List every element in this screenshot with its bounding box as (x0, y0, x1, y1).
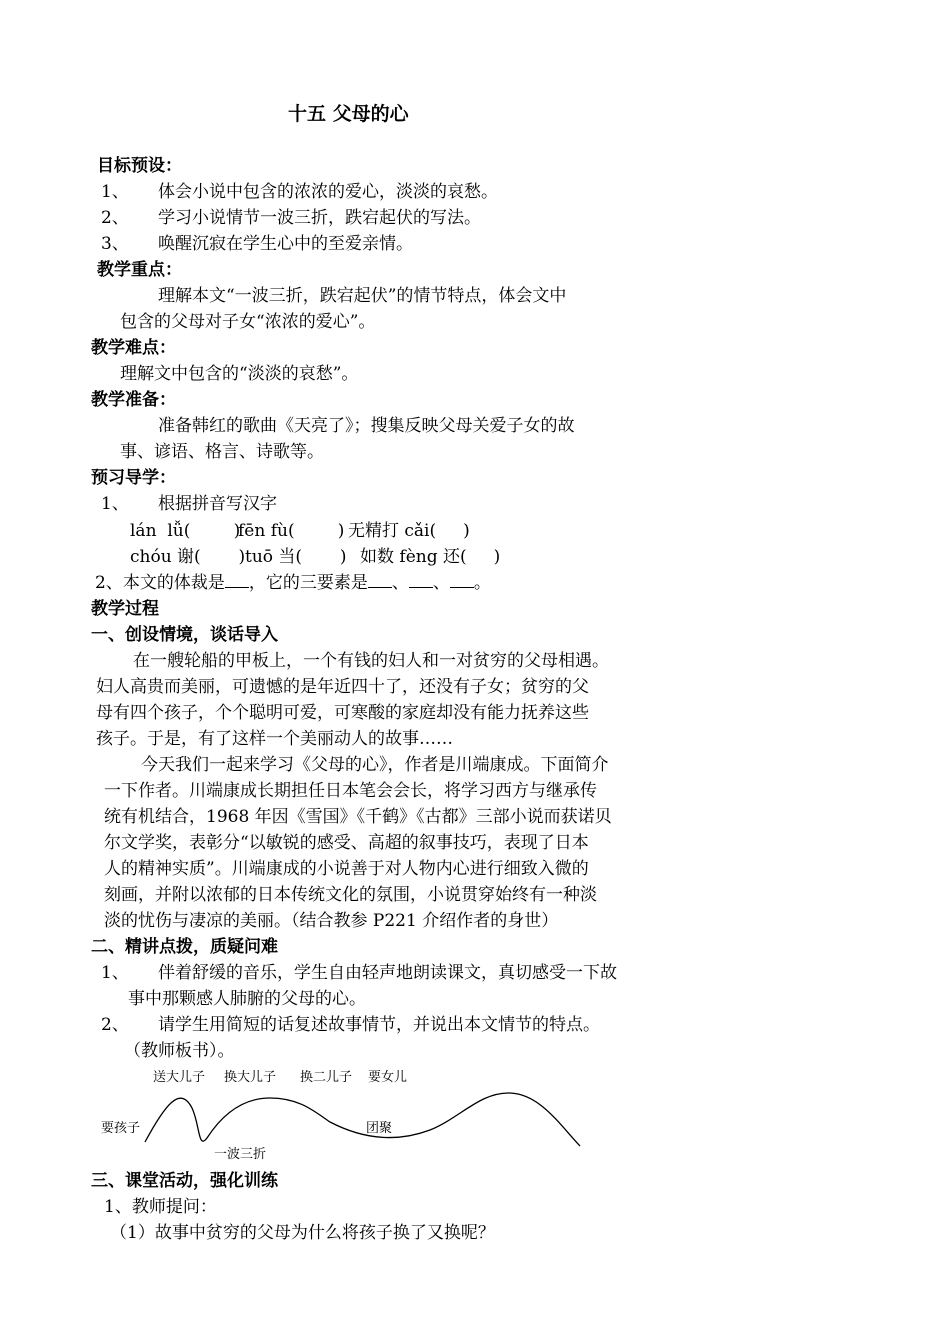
s1-p2-line-1: 今天我们一起来学习《父母的心》，作者是川端康成。下面简介 (141, 755, 609, 775)
goal-3-text: 唤醒沉寂在学生心中的至爱亲情。 (158, 234, 413, 254)
item2-sep-2: 、 (432, 573, 450, 593)
preview-item-2 (95, 571, 491, 595)
item2-end: 。 (473, 573, 491, 593)
s2-item-2-line-2: （教师板书）。 (124, 1041, 235, 1061)
item2-part-a: 2、本文的体裁是 (95, 573, 225, 593)
key-line-2: 包含的父母对子女“浓浓的爱心”。 (120, 312, 376, 332)
s2-item-2-line-1: 请学生用简短的话复述故事情节，并说出本文情节的特点。 (158, 1015, 600, 1035)
key-line-1: 理解本文“一波三折，跌宕起伏”的情节特点，体会文中 (158, 286, 567, 306)
item2-part-b: ，它的三要素是 (248, 573, 368, 593)
goal-1-text: 体会小说中包含的浓浓的爱心，淡淡的哀愁。 (158, 182, 498, 202)
goal-2-num: 2、 (101, 208, 129, 228)
section-3-heading: 三、课堂活动，强化训练 (91, 1171, 278, 1191)
s1-p1-line-1: 在一艘轮船的甲板上，一个有钱的妇人和一对贫穷的父母相遇。 (133, 651, 609, 671)
section-2-heading: 二、精讲点拨，质疑问难 (91, 937, 278, 957)
prep-line-2: 事、谚语、格言、诗歌等。 (120, 442, 324, 462)
prep-heading: 教学准备： (91, 390, 176, 410)
s1-p2-line-5: 人的精神实质”。川端康成的小说善于对人物内心进行细致入微的 (104, 859, 589, 879)
goal-3-num: 3、 (101, 234, 129, 254)
s1-p1-line-2: 妇人高贵而美丽，可遗憾的是年近四十了，还没有子女；贫穷的父 (96, 677, 589, 697)
pinyin-2-2: tuō 当( ) (245, 547, 347, 567)
s1-p1-line-4: 孩子。于是，有了这样一个美丽动人的故事…… (96, 729, 453, 749)
prep-line-1: 准备韩红的歌曲《天亮了》；搜集反映父母关爱子女的故 (158, 416, 575, 436)
diagram-mid-label: 团聚 (366, 1121, 393, 1136)
diagram-label-3: 换二儿子 (300, 1070, 353, 1085)
blank-genre[interactable] (225, 571, 249, 588)
difficulty-line-1: 理解文中包含的“淡淡的哀愁”。 (120, 364, 359, 384)
s2-item-1-line-2: 事中那颗感人肺腑的父母的心。 (128, 989, 366, 1009)
s1-p2-line-2: 一下作者。川端康成长期担任日本笔会会长，将学习西方与继承传 (104, 781, 597, 801)
diagram-left-label: 要孩子 (101, 1121, 141, 1136)
diagram-label-1: 送大儿子 (153, 1070, 206, 1085)
blank-element-2[interactable] (409, 571, 433, 588)
diagram-label-2: 换大儿子 (224, 1070, 277, 1085)
key-heading: 教学重点： (97, 260, 182, 280)
blank-element-1[interactable] (368, 571, 392, 588)
preview-item-1-text: 根据拼音写汉字 (158, 494, 277, 514)
s2-item-2-num: 2、 (101, 1015, 129, 1035)
plot-wave-line (145, 1093, 580, 1146)
s3-question-1: （1）故事中贫穷的父母为什么将孩子换了又换呢？ (110, 1223, 495, 1243)
preview-item-1-num: 1、 (101, 494, 129, 514)
goal-2-text: 学习小说情节一波三折，跌宕起伏的写法。 (158, 208, 481, 228)
process-heading: 教学过程 (91, 599, 159, 619)
pinyin-1-2: fēn fù( ) (238, 521, 345, 541)
section-1-heading: 一、创设情境，谈话导入 (91, 625, 278, 645)
s3-item-1: 1、教师提问： (104, 1197, 217, 1217)
s1-p2-line-4: 尔文学奖，表彰分“以敏锐的感受、高超的叙事技巧，表现了日本 (104, 833, 589, 853)
difficulty-heading: 教学难点： (91, 338, 176, 358)
pinyin-1-3: 无精打 cǎi( ) (348, 521, 470, 541)
diagram-bottom-label: 一波三折 (214, 1147, 267, 1162)
s1-p2-line-3: 统有机结合，1968 年因《雪国》《千鹤》《古都》三部小说而获诺贝 (104, 807, 612, 827)
preview-heading: 预习导学： (91, 468, 176, 488)
pinyin-1-1: lán lǚ( ) (130, 521, 241, 541)
s2-item-1-line-1: 伴着舒缓的音乐，学生自由轻声地朗读课文，真切感受一下故 (158, 963, 617, 983)
s1-p2-line-6: 刻画，并附以浓郁的日本传统文化的氛围，小说贯穿始终有一种淡 (104, 885, 597, 905)
pinyin-2-3: 如数 fèng 还( ) (360, 547, 501, 567)
diagram-label-4: 要女儿 (368, 1070, 408, 1085)
s1-p2-line-7: 淡的忧伤与凄凉的美丽。（结合教参 P221 介绍作者的身世） (104, 911, 559, 931)
goals-heading: 目标预设： (97, 156, 182, 176)
s1-p1-line-3: 母有四个孩子，个个聪明可爱，可寒酸的家庭却没有能力抚养这些 (96, 703, 589, 723)
item2-sep-1: 、 (391, 573, 409, 593)
goal-1-num: 1、 (101, 182, 129, 202)
plot-wave-diagram (140, 1090, 590, 1150)
page-title: 十五 父母的心 (288, 103, 409, 125)
s2-item-1-num: 1、 (101, 963, 129, 983)
pinyin-2-1: chóu 谢( ) (130, 547, 246, 567)
blank-element-3[interactable] (450, 571, 474, 588)
